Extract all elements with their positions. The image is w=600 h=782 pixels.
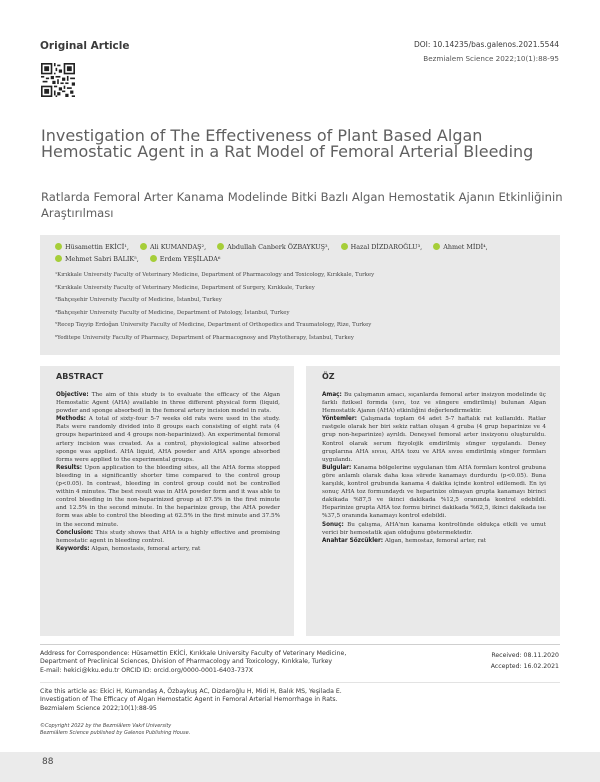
orcid-icon[interactable] — [433, 243, 440, 250]
divider — [40, 644, 560, 645]
orcid-icon[interactable] — [140, 243, 147, 250]
author[interactable]: Erdem YEŞİLADA⁶ — [150, 253, 221, 265]
article-type: Original Article — [40, 40, 130, 52]
affiliation: ¹Kırıkkale University Faculty of Veterinary Medicine, Department of Pharmacology and Toxicology, Kırıkkale, Turkey — [55, 272, 375, 278]
orcid-icon[interactable] — [55, 243, 62, 250]
page-number: 88 — [42, 757, 54, 767]
oz-body — [322, 391, 546, 545]
abstract-heading: ABSTRACT — [56, 372, 104, 381]
article-title: Investigation of The Effectiveness of Plant Based Algan Hemostatic Agent in a Rat Model of Femoral Arterial Bleeding — [41, 126, 534, 161]
orcid-icon[interactable] — [55, 255, 62, 262]
abstract-conclusion: Conclusion: This study shows that AHA is a highly effective and promising hemostatic agent in bleeding control. — [56, 529, 280, 544]
orcid-icon[interactable] — [150, 255, 157, 262]
copyright: ©Copyright 2022 by the Bezmiâlem Vakıf University Bezmiâlem Science published by Galenos Publishing House. — [40, 723, 191, 736]
affiliation: ⁶Yeditepe University Faculty of Pharmacy, Department of Pharmacognosy and Phytotherapy, İstanbul, Turkey — [55, 334, 354, 341]
authors-panel — [40, 235, 560, 355]
affiliation: ²Kırıkkale University Faculty of Veterinary Medicine, Department of Surgery, Kırıkkale, Turkey — [55, 284, 315, 291]
author[interactable]: Abdullah Canberk ÖZBAYKUŞ³, — [217, 241, 329, 253]
page-footer-bar — [0, 752, 600, 782]
correspondence: Address for Correspondence: Hüsamettin EKİCİ, Kırıkkale University Faculty of Veterinary Medicine, Department of Preclinical Sciences, Division of Pharmacology and Toxicology, Kırıkkale, Turkey E-mail: hekici@kku.edu.tr ORCID ID: orcid.org/0000-0001-6403-737X — [40, 650, 440, 675]
oz-panel — [306, 366, 560, 636]
article-title-turkish: Ratlarda Femoral Arter Kanama Modelinde Bitki Bazlı Algan Hemostatik Ajanın Etkinliğinin Araştırılması — [41, 190, 563, 220]
oz-heading: ÖZ — [322, 372, 335, 381]
abstract-methods: Methods: A total of sixty-four 5-7 weeks old rats were used in the study. Rats were randomly divided into 8 groups each consisting of eight rats (4 groups heparinized and 4 groups non-heparinized). An experimental femoral artery incision was created. As a control, physiological saline absorbed sponge was applied. AHA liquid, AHA powder and AHA sponge absorbed forms were applied to the experimental groups. — [56, 416, 280, 463]
author[interactable]: Ali KUMANDAŞ², — [140, 241, 206, 253]
author[interactable]: Hazal DİZDAROĞLU³, — [341, 241, 423, 253]
oz-bulgular: Bulgular: Kanama bölgelerine uygulanan tüm AHA formları kontrol grubuna göre anlamlı olarak daha kısa sürede kanamayı durdurdu (p<0.05). Buna karşılık, kontrol grubunda kanama 4 dakika içinde kontrol edilemedi. En iyi sonuç AHA toz formundaydı ve heparinize olmayan grupta kanamayı birinci dakikada %87,5 ve ikinci dakikada %12,5 oranında kontrol edebildi. Heparinize grupta AHA toz formu birinci dakikada %62,5, ikinci dakikada ise %37,5 oranında kanamayı kontrol edebildi. — [322, 464, 546, 520]
oz-amac: Amaç: Bu çalışmanın amacı, sıçanlarda femoral arter insizyon modelinde üç farklı fiziksel formda (sıvı, toz ve süngere emdirilmiş) bulunan Algan Hemostatik Ajanın (AHA) etkinliğini değerlendirmektir. — [322, 392, 546, 415]
doi[interactable]: DOI: 10.14235/bas.galenos.2021.5544 — [413, 40, 559, 49]
author[interactable]: Ahmet MİDİ⁴, — [433, 241, 487, 253]
article-dates — [491, 650, 559, 672]
orcid-icon[interactable] — [341, 243, 348, 250]
orcid-icon[interactable] — [217, 243, 224, 250]
author-list — [55, 241, 555, 265]
received-date: Received: 08.11.2020 — [491, 652, 559, 659]
qr-code-icon — [41, 63, 75, 97]
citation: Cite this article as: Ekici H, Kumandaş A, Özbaykuş AC, Dizdaroğlu H, Midi H, Balık MS, Yeşilada E. Investigation of The Efficacy of Algan Hemostatic Agent in Femoral Arterial Hemorrhage in Rats. Bezmialem Science 2022;10(1):88-95 — [40, 688, 342, 712]
oz-keywords: Anahtar Sözcükler: Algan, hemostaz, femoral arter, rat — [322, 537, 487, 544]
oz-sonuc: Sonuç: Bu çalışma, AHA'nın kanama kontrolünde oldukça etkili ve umut verici bir hemostatik ajan olduğunu göstermektedir. — [322, 521, 546, 536]
journal-reference: Bezmialem Science 2022;10(1):88-95 — [423, 54, 559, 63]
author[interactable]: Mehmet Sabri BALIK⁵, — [55, 253, 139, 265]
abstract-panel — [40, 366, 294, 636]
abstract-objective: Objective: The aim of this study is to evaluate the efficacy of the Algan Hemostatic Agent (AHA) available in three different physical form (liquid, powder and sponge absorbed) in the femoral artery incision model in rats. — [56, 392, 280, 415]
oz-yontemler: Yöntemler: Çalışmada toplam 64 adet 5-7 haftalık rat kullanıldı. Ratlar rastgele olarak her biri sekiz rattan oluşan 4 gruba (4 grup heparinize ve 4 grup non-heparinize) ayrıldı. Deneysel femoral arter insizyonu oluşturuldu. Kontrol olarak serum fizyolojik emdirilmiş sünger uygulandı. Deney gruplarına AHA sıvısı, AHA tozu ve AHA sıvısı emdirilmiş sünger formları uygulandı. — [322, 416, 546, 463]
affiliation: ⁴Bahçeşehir University Faculty of Medicine, Department of Patology, İstanbul, Turkey — [55, 309, 290, 316]
accepted-date: Accepted: 16.02.2021 — [490, 663, 559, 670]
affiliation: ³Bahçeşehir University Faculty of Medicine, İstanbul, Turkey — [55, 297, 222, 303]
affiliation-list — [55, 269, 555, 344]
abstract-keywords: Keywords: Algan, hemostasis, femoral artery, rat — [56, 545, 201, 552]
correspondence-email[interactable]: E-mail: hekici@kku.edu.tr ORCID ID: orcid.org/0000-0001-6403-737X — [40, 666, 254, 674]
divider — [40, 682, 560, 683]
author[interactable]: Hüsamettin EKİCİ¹, — [55, 241, 129, 253]
abstract-results: Results: Upon application to the bleeding sites, all the AHA forms stopped bleeding in a significantly shorter time compared to the control group (p<0.05). In contrast, bleeding in control group could not be controlled within 4 minutes. The best result was in AHA powder form and it was able to control bleeding in the non-heparinized group at 87.5% in the first minute and 12.5% in the second minute. In the heparinize group, the AHA powder form was able to control the bleeding at 62.5% in the first minute and 37.5% in the second minute. — [56, 464, 280, 528]
affiliation: ⁵Recep Tayyip Erdoğan University Faculty of Medicine, Department of Orthopedics and Traumatology, Rize, Turkey — [55, 322, 372, 328]
abstract-body — [56, 391, 280, 553]
